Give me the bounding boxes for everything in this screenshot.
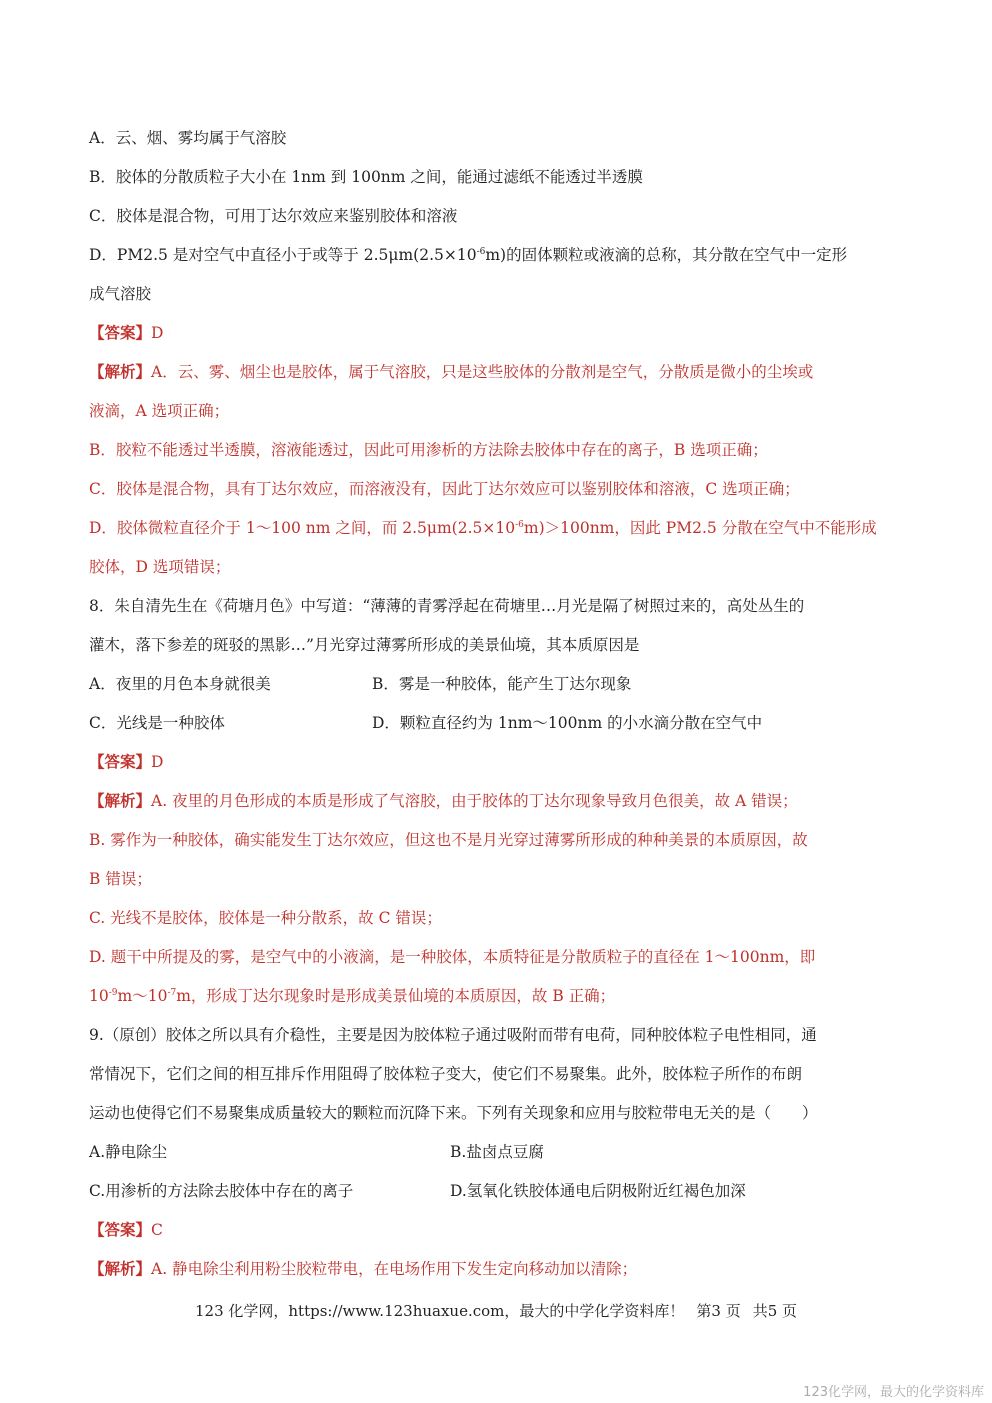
q9-option-a: A.静电除尘 bbox=[89, 1143, 168, 1161]
q9-analysis-line-1: 【解析】A. 静电除尘利用粉尘胶粒带电，在电场作用下发生定向移动加以清除； bbox=[89, 1259, 638, 1278]
q8-stem-line-1: 8．朱自清先生在《荷塘月色》中写道：“薄薄的青雾浮起在荷塘里…月光是隔了树照过来的，高处丛生的 bbox=[89, 597, 805, 615]
q8-analysis-line-6: $10^{-9}m\sim 10^{-7}m$，形成丁达尔现象时是形成美景仙境的本质原因，故 B 正确； bbox=[89, 987, 616, 1005]
watermark-text: 123化学网，最大的化学资料库 bbox=[803, 1385, 984, 1400]
q7-answer: 【答案】D bbox=[89, 323, 164, 342]
q9-stem-line-3: 运动也使得它们不易聚集成质量较大的颗粒而沉降下来。下列有关现象和应用与胶粒带电无关的是（ ） bbox=[89, 1104, 818, 1122]
q9-option-c: C.用渗析的方法除去胶体中存在的离子 bbox=[89, 1182, 354, 1200]
q9-stem-line-2: 常情况下，它们之间的相互排斥作用阻碍了胶体粒子变大，使它们不易聚集。此外，胶体粒子所作的布朗 bbox=[89, 1065, 803, 1083]
footer-total-pages: 共5 页 bbox=[752, 1302, 798, 1320]
q8-stem-line-2: 灌木，落下参差的斑驳的黑影…”月光穿过薄雾所形成的美景仙境，其本质原因是 bbox=[89, 636, 640, 654]
q8-analysis-line-5: D. 题干中所提及的雾，是空气中的小液滴，是一种胶体，本质特征是分散质粒子的直径在 1～100nm，即 bbox=[89, 948, 816, 966]
footer-site-text: 123 化学网，https://www.123huaxue.com，最大的中学化学资料库！ bbox=[194, 1302, 685, 1320]
q7-analysis-line-4: C．胶体是混合物，具有丁达尔效应，而溶液没有，因此丁达尔效应可以鉴别胶体和溶液，C 选项正确； bbox=[89, 480, 800, 498]
q8-analysis-line-1: 【解析】A. 夜里的月色形成的本质是形成了气溶胶，由于胶体的丁达尔现象导致月色很美，故 A 错误； bbox=[89, 791, 798, 810]
q7-option-b: B．胶体的分散质粒子大小在 1nm 到 100nm 之间，能通过滤纸不能透过半透膜 bbox=[89, 168, 643, 186]
q7-option-d-cont: 成气溶胶 bbox=[89, 285, 152, 303]
q8-option-a: A．夜里的月色本身就很美 bbox=[89, 675, 271, 693]
q7-analysis-line-2: 液滴，A 选项正确； bbox=[89, 402, 230, 420]
q8-option-c: C．光线是一种胶体 bbox=[89, 714, 225, 732]
q8-analysis-line-3: B 错误； bbox=[89, 870, 152, 888]
q9-stem-line-1: 9.（原创）胶体之所以具有介稳性，主要是因为胶体粒子通过吸附而带有电荷，同种胶体粒子电性相同，通 bbox=[89, 1026, 817, 1044]
q7-analysis-line-3: B．胶粒不能透过半透膜，溶液能透过，因此可用渗析的方法除去胶体中存在的离子，B 选项正确； bbox=[89, 441, 768, 459]
q7-option-a: A．云、烟、雾均属于气溶胶 bbox=[89, 129, 287, 147]
q8-answer: 【答案】D bbox=[89, 752, 164, 771]
q8-analysis-line-4: C. 光线不是胶体，胶体是一种分散系，故 C 错误； bbox=[89, 909, 442, 927]
q7-analysis-line-1: 【解析】A．云、雾、烟尘也是胶体，属于气溶胶，只是这些胶体的分散剂是空气，分散质是微小的尘埃或 bbox=[89, 362, 814, 381]
q7-analysis-line-6: 胶体，D 选项错误； bbox=[89, 558, 231, 576]
q9-option-d: D.氢氧化铁胶体通电后阴极附近红褐色加深 bbox=[450, 1182, 746, 1200]
q7-option-c: C．胶体是混合物，可用丁达尔效应来鉴别胶体和溶液 bbox=[89, 207, 458, 225]
q8-option-d: D．颗粒直径约为 1nm～100nm 的小水滴分散在空气中 bbox=[372, 714, 763, 732]
q8-analysis-line-2: B. 雾作为一种胶体，确实能发生丁达尔效应，但这也不是月光穿过薄雾所形成的种种美景的本质原因，故 bbox=[89, 831, 808, 849]
q8-option-b: B．雾是一种胶体，能产生丁达尔现象 bbox=[372, 675, 632, 693]
q9-option-b: B.盐卤点豆腐 bbox=[450, 1143, 544, 1161]
footer-page-number: 第3 页 bbox=[696, 1302, 741, 1320]
q9-answer: 【答案】C bbox=[89, 1220, 163, 1239]
q7-option-d: D．PM2.5 是对空气中直径小于或等于 $2.5\mu m(2.5\times 10^{-6}m)$的固体颗粒或液滴的总称，其分散在空气中一定形 bbox=[89, 246, 848, 264]
page-footer bbox=[0, 1300, 992, 1321]
q7-analysis-line-5: D．胶体微粒直径介于 1～100 nm 之间，而 $2.5\mu m(2.5\times 10^{-6}m)>100nm$，因此 PM2.5 分散在空气中不能形成 bbox=[89, 519, 877, 537]
